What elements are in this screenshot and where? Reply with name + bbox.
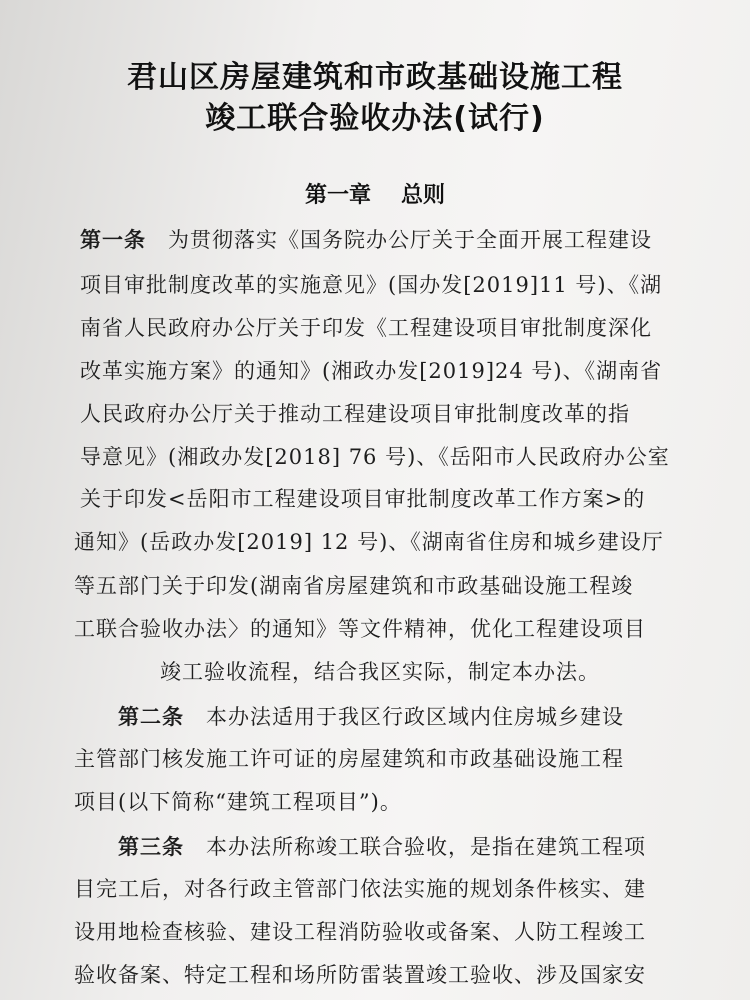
text-line	[74, 526, 664, 556]
line-text: 为贯彻落实《国务院办公厅关于全面开展工程建设	[168, 228, 652, 252]
line-text: 南省人民政府办公厅关于印发《工程建设项目审批制度深化	[80, 316, 652, 340]
text-line	[80, 398, 630, 428]
line-text: 设用地检查核验、建设工程消防验收或备案、人防工程竣工	[74, 920, 646, 944]
line-text: 关于印发<岳阳市工程建设项目审批制度改革工作方案>的	[80, 487, 646, 511]
chapter-heading	[0, 178, 750, 209]
text-line	[74, 743, 624, 773]
article-label: 第二条	[118, 705, 184, 729]
text-line	[74, 959, 646, 989]
line-text: 工联合验收办法〉的通知》等文件精神，优化工程建设项目	[74, 617, 646, 641]
text-line	[80, 483, 645, 513]
chapter-name: 总则	[401, 183, 446, 208]
document-title-line-1: 君山区房屋建筑和市政基础设施工程	[127, 60, 623, 95]
line-text: 本办法适用于我区行政区域内住房城乡建设	[206, 705, 624, 729]
line-text: 通知》(岳政办发[2019] 12 号)、《湖南省住房和城乡建设厅	[74, 530, 664, 554]
line-text: 人民政府办公厅关于推动工程建设项目审批制度改革的指	[80, 402, 630, 426]
line-text: 改革实施方案》的通知》(湘政办发[2019]24 号)、《湖南省	[80, 359, 663, 383]
text-line	[80, 312, 652, 342]
line-text: 本办法所称竣工联合验收，是指在建筑工程项	[206, 835, 646, 859]
line-text: 项目审批制度改革的实施意见》(国办发[2019]11 号)、《湖	[80, 273, 663, 297]
text-line	[160, 656, 600, 686]
text-line	[74, 916, 646, 946]
article-label: 第三条	[118, 835, 184, 859]
chapter-number: 第一章	[304, 183, 371, 208]
line-text: 主管部门核发施工许可证的房屋建筑和市政基础设施工程	[74, 747, 624, 771]
text-line	[118, 701, 624, 731]
line-text: 验收备案、特定工程和场所防雷装置竣工验收、涉及国家安	[74, 963, 646, 987]
document-title-line-2: 竣工联合验收办法(试行)	[205, 101, 545, 136]
text-line	[74, 613, 646, 643]
line-text: 等五部门关于印发(湖南省房屋建筑和市政基础设施工程竣	[74, 574, 634, 598]
line-text: 导意见》(湘政办发[2018] 76 号)、《岳阳市人民政府办公室	[80, 445, 670, 469]
text-line	[80, 269, 662, 299]
text-line	[80, 224, 652, 254]
line-text: 目完工后，对各行政主管部门依法实施的规划条件核实、建	[74, 877, 646, 901]
line-text: 竣工验收流程，结合我区实际，制定本办法。	[160, 660, 600, 684]
text-line	[118, 831, 646, 861]
text-line	[80, 441, 670, 471]
text-line	[80, 355, 662, 385]
text-line	[74, 786, 402, 816]
article-label: 第一条	[80, 228, 146, 252]
text-line	[74, 873, 646, 903]
text-line	[74, 570, 633, 600]
line-text: 项目(以下简称“建筑工程项目”)。	[74, 790, 402, 814]
